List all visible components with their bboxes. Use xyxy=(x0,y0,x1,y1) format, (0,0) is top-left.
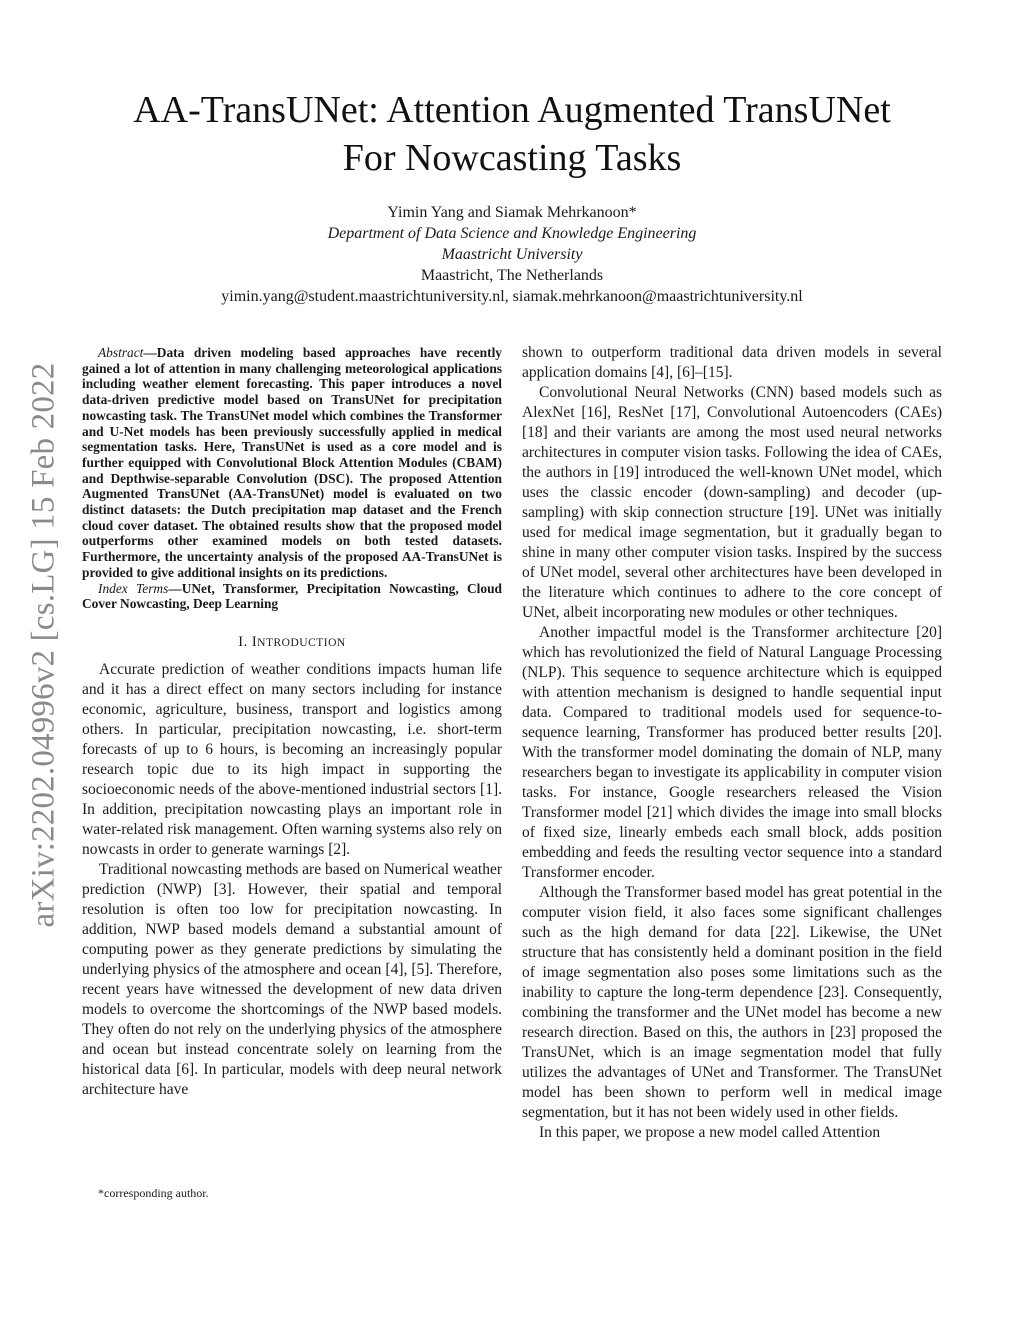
left-column xyxy=(82,345,502,1100)
intro-paragraph-3: shown to outperform traditional data driven models in several application domains [4], [6]–[15]. xyxy=(522,344,942,381)
intro-paragraph-2: Traditional nowcasting methods are based on Numerical weather prediction (NWP) [3]. However, their spatial and temporal resolution is often too low for precipitation nowcasting. In addition, NWP based models demand a substantial amount of computing power as they generate predictions by simulating the underlying physics of the atmosphere and ocean [4], [5]. Therefore, recent years have witnessed the development of new data driven models to overcome the shortcomings of the NWP based models. They often do not rely on the underlying physics of the atmosphere and ocean but instead concentrate solely on learning from the historical data [6]. In particular, models with deep neural network architecture have xyxy=(82,860,502,1098)
abstract xyxy=(82,345,502,612)
title-line-2: For Nowcasting Tasks xyxy=(342,137,682,179)
author-block xyxy=(0,202,1024,307)
university: Maastricht University xyxy=(441,246,583,263)
abstract-label: Abstract xyxy=(98,345,144,360)
intro-paragraph-6: Although the Transformer based model has great potential in the computer vision field, it also faces some significant challenges such as the high demand for data [22]. Likewise, the UNet structure that has consistently held a dominant position in the field of image segmentation also poses some limitations such as the inability to capture the long-term dependence [23]. Consequently, combining the transformer and the UNet model has become a new research direction. Based on this, the authors in [23] proposed the TransUNet, which is an image segmentation model that fully utilizes the advantages of UNet and Transformer. The TransUNet model has been shown to perform well in medical image segmentation, but it has not been widely used in other fields. xyxy=(522,884,942,1121)
title-line-1: AA-TransUNet: Attention Augmented TransUNet xyxy=(133,89,891,131)
arxiv-id-text: arXiv:2202.04996v2 [cs.LG] 15 Feb 2022 xyxy=(25,362,62,928)
footnote: *corresponding author. xyxy=(98,1186,209,1200)
paper-title xyxy=(0,86,1024,182)
abstract-text: —Data driven modeling based approaches have recently gained a lot of attention in many challenging meteorological applications including weather element forecasting. This paper introduces a novel data-driven predictive model based on TransUNet for precipitation nowcasting task. The TransUNet model which combines the Transformer and U-Net models has been previously successfully applied in medical segmentation tasks. Here, TransUNet is used as a core model and is further equipped with Convolutional Block Attention Modules (CBAM) and Depthwise-separable Convolution (DSC). The proposed Attention Augmented TransUNet (AA-TransUNet) model is evaluated on two distinct datasets: the Dutch precipitation map dataset and the French cloud cover dataset. The obtained results show that the proposed model outperforms other examined models on both tested datasets. Furthermore, the uncertainty analysis of the proposed AA-TransUNet is provided to give additional insights on its predictions. xyxy=(82,345,502,580)
intro-paragraph-1: Accurate prediction of weather conditions impacts human life and it has a direct effect on many sectors including for instance economic, agriculture, business, transport and logistics among others. In particular, precipitation nowcasting, i.e. short-term forecasts of up to 6 hours, is becoming an increasingly popular research topic due to its high impact in supporting the socioeconomic needs of the above-mentioned industrial sectors [1]. In addition, precipitation nowcasting plays an important role in water-related risk management. Often warning systems also rely on nowcasts in order to generate warnings [2]. xyxy=(82,660,502,858)
department: Department of Data Science and Knowledge Engineering xyxy=(327,225,697,242)
right-column xyxy=(522,343,942,1143)
section-title: NTRODUCTION xyxy=(257,636,346,649)
location: Maastricht, The Netherlands xyxy=(420,267,604,284)
index-terms-label: Index Terms xyxy=(98,580,169,596)
section-number: I. I xyxy=(238,633,258,650)
intro-paragraph-5: Another impactful model is the Transformer architecture [20] which has revolutionized the field of Natural Language Processing (NLP). This sequence to sequence architecture which is equipped with attention mechanism is designed to handle sequential input data. Compared to traditional models used for sequence-to-sequence learning, Transformer has produced better results [20]. With the transformer model dominating the domain of NLP, many researchers began to investigate its applicability in computer vision tasks. For instance, Google researchers released the Vision Transformer model [21] which divides the image into small blocks of fixed size, linearly embeds each small block, adds position embedding and feeds the resulting vector sequence into a standard Transformer encoder. xyxy=(522,624,942,881)
author-names: Yimin Yang and Siamak Mehrkanoon* xyxy=(387,204,637,221)
index-terms-text: —UNet, Transformer, Precipitation Nowcasting, Cloud Cover Nowcasting, Deep Learning xyxy=(82,580,502,612)
author-emails: yimin.yang@student.maastrichtuniversity.nl, siamak.mehrkanoon@maastrichtuniversity.nl xyxy=(221,288,803,305)
intro-paragraph-7: In this paper, we propose a new model called Attention xyxy=(539,1124,881,1141)
intro-paragraph-4: Convolutional Neural Networks (CNN) based models such as AlexNet [16], ResNet [17], Convolutional Autoencoders (CAEs) [18] and their variants are among the most used neural networks architectures in computer vision tasks. Following the idea of CAEs, the authors in [19] introduced the well-known UNet model, which uses the classic encoder (down-sampling) and decoder (up-sampling) with skip connection structure [19]. UNet was initially used for medical image segmentation, but it gradually began to shine in many other computer vision tasks. Inspired by the success of UNet model, several other architectures have been developed in the literature which continues to adhere to the core concept of UNet, albeit incorporating new modules or other techniques. xyxy=(522,384,942,621)
arxiv-identifier xyxy=(24,350,64,940)
abstract-paragraph xyxy=(82,345,502,581)
section-heading-introduction xyxy=(82,632,502,653)
index-terms xyxy=(82,581,502,612)
